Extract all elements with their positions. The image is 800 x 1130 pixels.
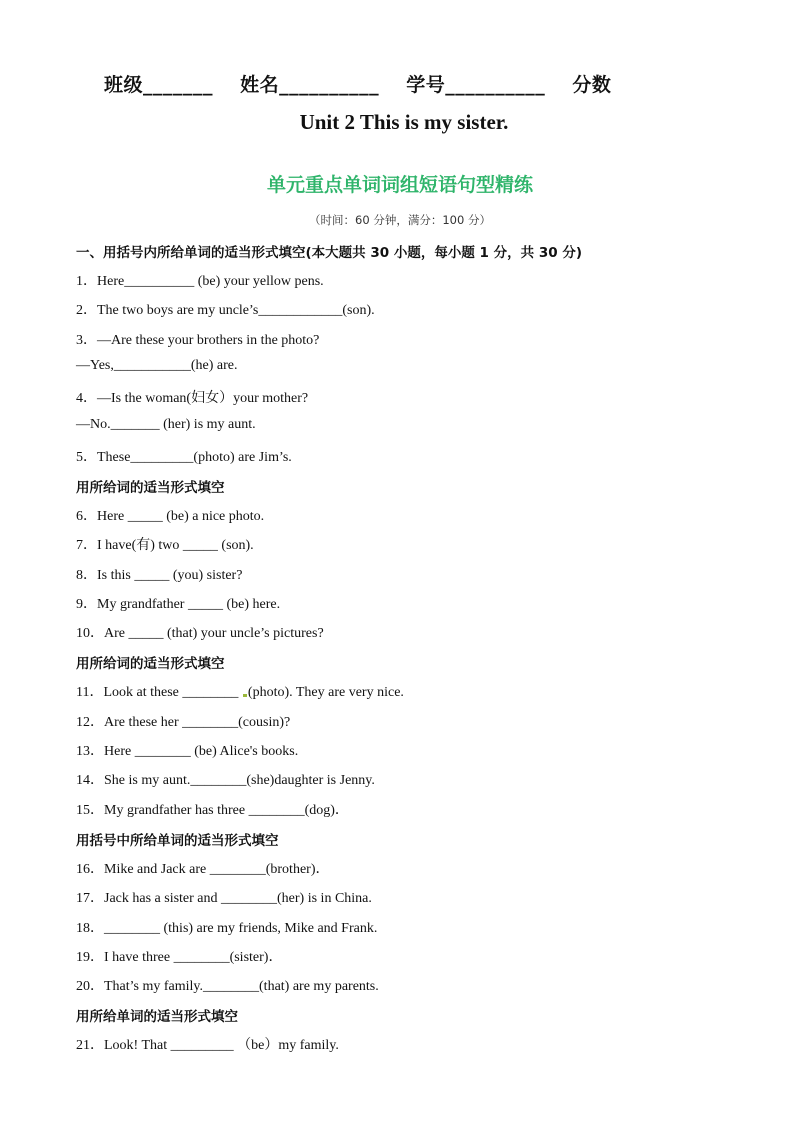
question-11 xyxy=(76,681,404,701)
question-7: 7．I have(有) two _____ (son). xyxy=(76,538,254,553)
question-19: 19．I have three ________(sister)． xyxy=(76,950,283,965)
name-field: 姓名__________ xyxy=(240,74,380,96)
class-field: 班级_______ xyxy=(104,74,214,96)
question-4-answer: —No._______ (her) is my aunt. xyxy=(76,417,256,432)
unit-title: Unit 2 This is my sister. xyxy=(299,110,509,134)
question-5: 5．These_________(photo) are Jim’s. xyxy=(76,450,292,465)
question-11-end: (photo). They are very nice. xyxy=(247,685,404,700)
section-heading-5: 用所给单词的适当形式填空 xyxy=(76,1009,238,1025)
question-14: 14．She is my aunt.________(she)daughter is Jenny. xyxy=(76,773,375,788)
question-11-start: 11．Look at these ________ xyxy=(76,685,242,700)
question-17: 17．Jack has a sister and ________(her) is in China. xyxy=(76,891,372,906)
section-heading-3: 用所给词的适当形式填空 xyxy=(76,656,225,672)
question-2: 2．The two boys are my uncle’s____________(son). xyxy=(76,303,375,318)
question-8: 8．Is this _____ (you) sister? xyxy=(76,568,243,583)
section-heading-2: 用所给词的适当形式填空 xyxy=(76,480,225,496)
question-18: 18．________ (this) are my friends, Mike and Frank. xyxy=(76,921,378,936)
question-13: 13．Here ________ (be) Alice's books. xyxy=(76,744,299,759)
student-number-field: 学号__________ xyxy=(406,74,546,96)
section-heading-4: 用括号中所给单词的适当形式填空 xyxy=(76,833,279,849)
question-12: 12．Are these her ________(cousin)? xyxy=(76,715,291,730)
question-15: 15．My grandfather has three ________(dog)． xyxy=(76,803,349,818)
question-3: 3．—Are these your brothers in the photo? xyxy=(76,333,320,348)
question-16: 16．Mike and Jack are ________(brother)． xyxy=(76,862,330,877)
time-and-score-info: （时间：60 分钟，满分：100 分） xyxy=(309,213,491,227)
section-heading-1: 一、用括号内所给单词的适当形式填空(本大题共 30 小题，每小题 1 分，共 30 分) xyxy=(76,245,583,261)
question-10: 10．Are _____ (that) your uncle’s pictures? xyxy=(76,626,324,641)
question-1: 1．Here__________ (be) your yellow pens. xyxy=(76,274,324,289)
question-3-answer: —Yes,___________(he) are. xyxy=(76,358,238,373)
score-field: 分数 xyxy=(572,74,612,96)
question-4: 4．—Is the woman(妇女）your mother? xyxy=(76,391,309,406)
question-20: 20．That’s my family.________(that) are my parents. xyxy=(76,979,379,994)
student-info-line xyxy=(104,70,611,97)
highlight-mark-icon xyxy=(243,694,247,697)
question-9: 9．My grandfather _____ (be) here. xyxy=(76,597,281,612)
question-21: 21．Look! That _________ （be）my family. xyxy=(76,1038,339,1053)
worksheet-subtitle: 单元重点单词词组短语句型精练 xyxy=(266,174,533,196)
question-6: 6．Here _____ (be) a nice photo. xyxy=(76,509,265,524)
